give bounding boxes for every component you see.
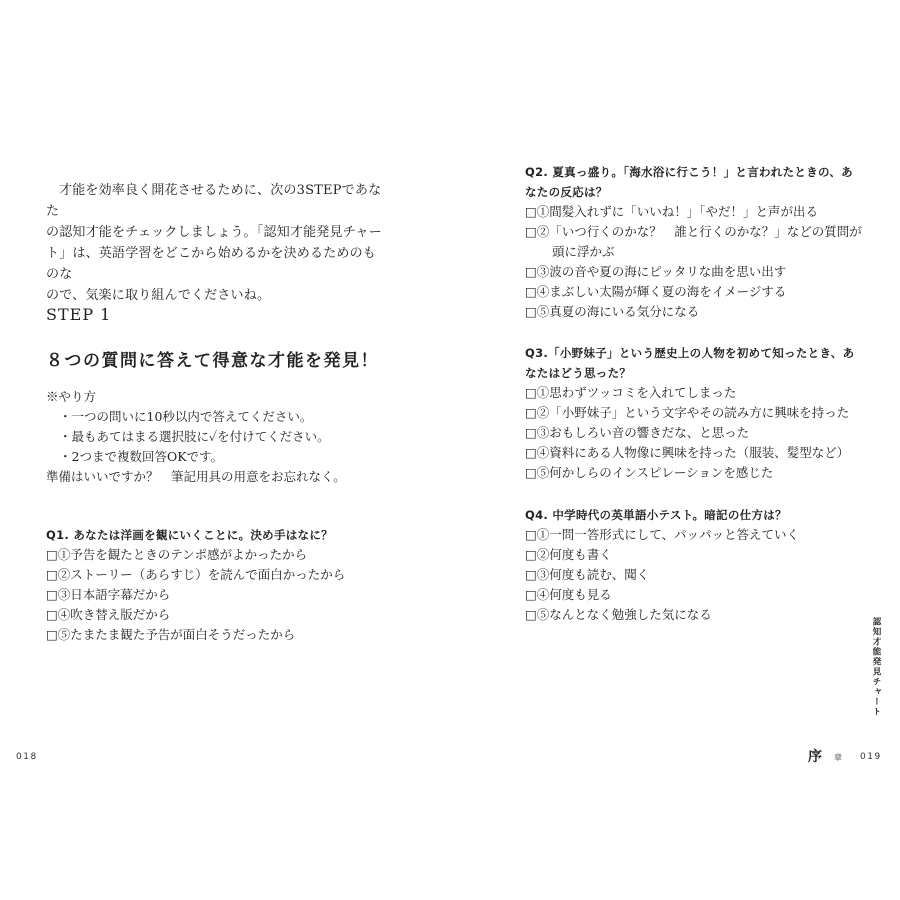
answer-option[interactable]: □②何度も書く: [525, 547, 612, 562]
intro-line: の認知才能をチェックしましょう。「認知才能発見チャー: [46, 225, 382, 240]
answer-option[interactable]: □①間髪入れずに「いいね！」「やだ！」と声が出る: [525, 204, 819, 219]
answer-option[interactable]: □③波の音や夏の海にピッタリな曲を思い出す: [525, 264, 787, 279]
instruction-item: ・一つの問いに10秒以内で答えてください。: [59, 409, 313, 424]
question-3: [525, 343, 865, 483]
page-number-left: 018: [16, 752, 38, 762]
question-title: Q2. 夏真っ盛り。「海水浴に行こう！」と言われたときの、あ: [525, 165, 853, 179]
answer-option[interactable]: □⑤なんとなく勉強した気になる: [525, 607, 712, 622]
answer-option[interactable]: □⑤何かしらのインスピレーションを感じた: [525, 465, 774, 480]
answer-option-cont: 頭に浮かぶ: [552, 244, 615, 259]
answer-option[interactable]: □⑤たまたま観た予告が面白そうだったから: [46, 627, 296, 642]
answer-option[interactable]: □①思わずツッコミを入れてしまった: [525, 385, 737, 400]
question-title: Q4. 中学時代の英単語小テスト。暗記の仕方は？: [525, 508, 787, 522]
instructions: [46, 387, 346, 487]
answer-option[interactable]: □④吹き替え版だから: [46, 607, 171, 622]
answer-option[interactable]: □④何度も見る: [525, 587, 612, 602]
answer-option[interactable]: □⑤真夏の海にいる気分になる: [525, 304, 700, 319]
question-4: [525, 505, 865, 625]
answer-option[interactable]: □④資料にある人物像に興味を持った（服装、髪型など）: [525, 445, 850, 460]
answer-option[interactable]: □③日本語字幕だから: [46, 587, 171, 602]
question-title: Q1. あなたは洋画を観にいくことに。決め手はなに？: [46, 528, 333, 542]
answer-option[interactable]: □②「小野妹子」という文字やその読み方に興味を持った: [525, 405, 850, 420]
intro-line: 才能を効率良く開花させるために、次の3STEPであなた: [46, 183, 382, 219]
question-1: [46, 525, 386, 645]
intro-paragraph: [46, 180, 386, 306]
step-title: ８つの質問に答えて得意な才能を発見！: [46, 351, 379, 371]
chapter-mark-sub: 章: [834, 753, 842, 762]
question-title-cont: なたの反応は？: [525, 185, 608, 199]
page-number-right: 019: [860, 752, 882, 762]
instruction-item: ・2つまで複数回答OKです。: [59, 449, 224, 464]
chapter-mark: 序: [808, 749, 822, 765]
instructions-closing: 準備はいいですか？ 筆記用具の用意をお忘れなく。: [46, 469, 346, 484]
instruction-item: ・最もあてはまる選択肢に✓を付けてください。: [59, 429, 330, 444]
answer-option[interactable]: □④まぶしい太陽が輝く夏の海をイメージする: [525, 284, 787, 299]
intro-line: ト」は、英語学習をどこから始めるかを決めるためのものな: [46, 246, 377, 282]
step-label: STEP 1: [46, 305, 112, 324]
answer-option[interactable]: □①予告を観たときのテンポ感がよかったから: [46, 547, 308, 562]
intro-line: ので、気楽に取り組んでくださいね。: [46, 288, 271, 303]
question-title: Q3.「小野妹子」という歴史上の人物を初めて知ったとき、あ: [525, 346, 855, 360]
answer-option[interactable]: □③何度も読む、聞く: [525, 567, 650, 582]
instructions-heading: ※やり方: [46, 389, 97, 404]
answer-option[interactable]: □②ストーリー（あらすじ）を読んで面白かったから: [46, 567, 346, 582]
answer-option[interactable]: □②「いつ行くのかな？ 誰と行くのかな？」などの質問が: [525, 224, 862, 239]
side-chapter-label: 認知才能発見チャート: [871, 617, 881, 717]
question-2: [525, 162, 865, 322]
answer-option[interactable]: □③おもしろい音の響きだな、と思った: [525, 425, 750, 440]
answer-option[interactable]: □①一問一答形式にして、パッパッと答えていく: [525, 527, 800, 542]
question-title-cont: なたはどう思った？: [525, 366, 632, 380]
